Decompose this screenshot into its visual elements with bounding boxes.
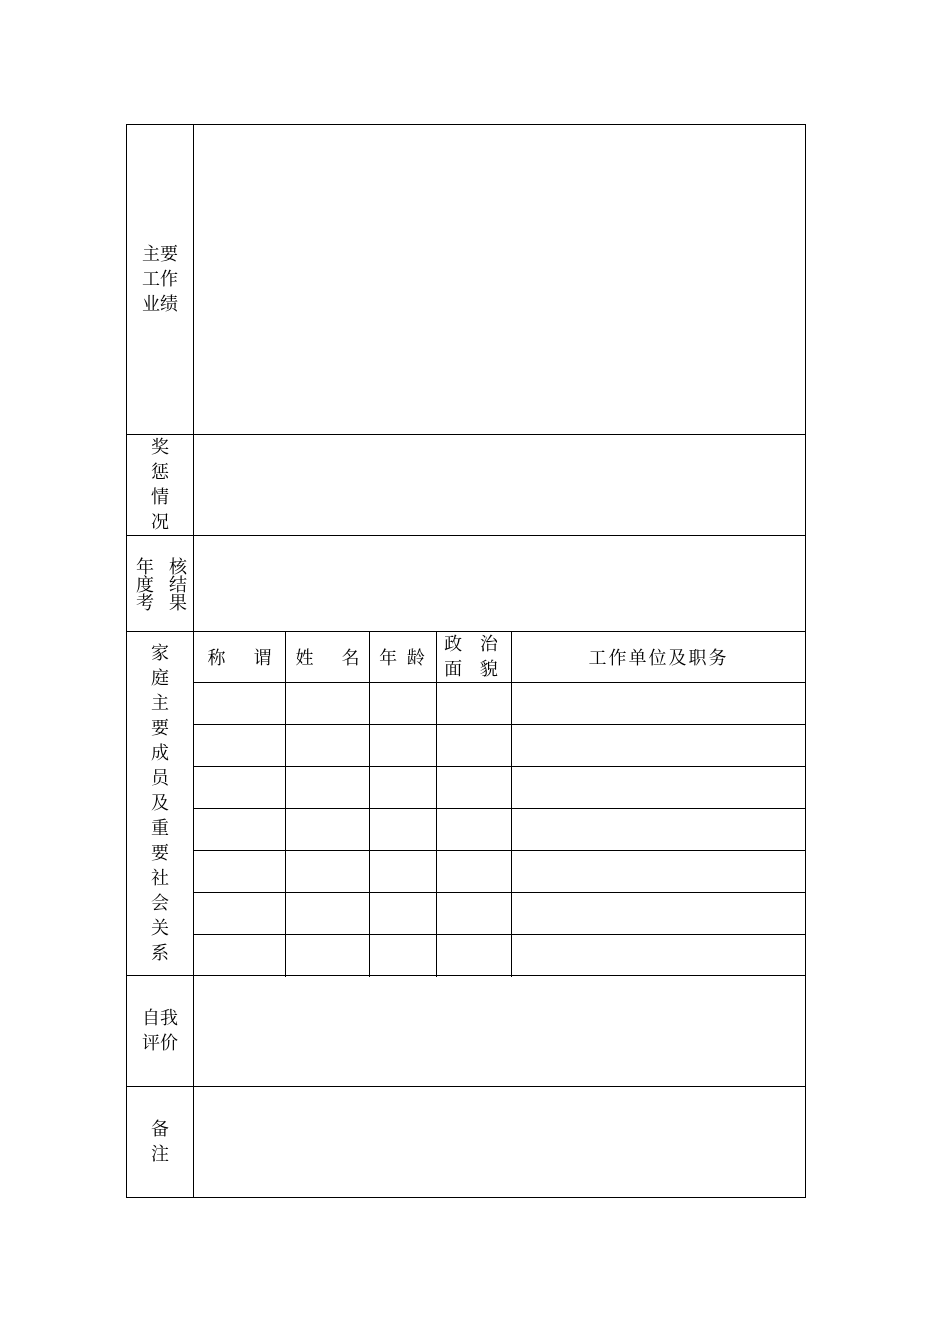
- label-char: 奖: [151, 437, 169, 458]
- cell-name[interactable]: [286, 935, 370, 977]
- label-char: 系: [151, 943, 169, 964]
- table-row: [194, 725, 805, 767]
- cell-relation[interactable]: [194, 725, 286, 766]
- label-rewards-text: [151, 435, 169, 535]
- cell-name[interactable]: [286, 725, 370, 766]
- personnel-form: [126, 124, 806, 1198]
- cell-work[interactable]: [512, 851, 805, 892]
- header-relation: [194, 632, 286, 682]
- cell-work[interactable]: [512, 767, 805, 808]
- label-char: 社: [151, 868, 169, 889]
- label-char: 成: [151, 743, 169, 764]
- row-family: [127, 632, 805, 976]
- label-remarks: [127, 1087, 194, 1197]
- cell-name[interactable]: [286, 683, 370, 724]
- cell-name[interactable]: [286, 767, 370, 808]
- label-char: 庭: [151, 668, 169, 689]
- cell-relation[interactable]: [194, 893, 286, 934]
- header-name: [286, 632, 370, 682]
- label-char: 注: [151, 1144, 169, 1165]
- cell-age[interactable]: [370, 851, 437, 892]
- cell-political[interactable]: [437, 935, 512, 977]
- achievements-field[interactable]: [194, 125, 805, 434]
- table-row: [194, 851, 805, 893]
- label-remarks-text: [151, 1117, 169, 1167]
- cell-relation[interactable]: [194, 851, 286, 892]
- cell-political[interactable]: [437, 767, 512, 808]
- row-remarks: [127, 1087, 805, 1197]
- label-rewards: [127, 435, 194, 535]
- cell-work[interactable]: [512, 935, 805, 977]
- label-self-eval: [127, 976, 194, 1086]
- label-achievements-text: 主要 工作 业绩: [142, 244, 178, 315]
- cell-age[interactable]: [370, 725, 437, 766]
- row-self-eval: [127, 976, 805, 1087]
- cell-work[interactable]: [512, 893, 805, 934]
- header-political-line: 政 治: [444, 634, 504, 655]
- label-char: 关: [151, 918, 169, 939]
- table-row: [194, 683, 805, 725]
- label-self-eval-text: [142, 1006, 178, 1056]
- label-achievements: [127, 125, 194, 434]
- header-work-text: 工作单位及职务: [588, 648, 729, 669]
- row-annual-review: [127, 536, 805, 632]
- label-col: 年度考: [133, 556, 154, 611]
- cell-work[interactable]: [512, 809, 805, 850]
- cell-political[interactable]: [437, 893, 512, 934]
- cell-work[interactable]: [512, 683, 805, 724]
- cell-political[interactable]: [437, 725, 512, 766]
- label-char: 会: [151, 893, 169, 914]
- cell-age[interactable]: [370, 767, 437, 808]
- header-char: 姓: [295, 648, 314, 669]
- cell-relation[interactable]: [194, 809, 286, 850]
- header-char: 名: [341, 648, 360, 669]
- label-line: 自我: [142, 1008, 178, 1029]
- row-rewards: [127, 435, 805, 536]
- label-char: 况: [151, 512, 169, 533]
- header-political: [437, 632, 512, 682]
- label-char: 要: [151, 718, 169, 739]
- label-char: 情: [151, 487, 169, 508]
- label-char: 要: [151, 843, 169, 864]
- cell-age[interactable]: [370, 893, 437, 934]
- label-char: 主: [151, 693, 169, 714]
- cell-relation[interactable]: [194, 767, 286, 808]
- cell-age[interactable]: [370, 935, 437, 977]
- label-char: 及: [151, 793, 169, 814]
- table-row: [194, 935, 805, 977]
- header-political-line: 面 貌: [444, 659, 504, 680]
- cell-name[interactable]: [286, 893, 370, 934]
- label-char: 惩: [151, 462, 169, 483]
- remarks-field[interactable]: [194, 1087, 805, 1197]
- cell-relation[interactable]: [194, 935, 286, 977]
- rewards-field[interactable]: [194, 435, 805, 535]
- label-char: 重: [151, 818, 169, 839]
- header-char: 称: [207, 648, 226, 669]
- table-row: [194, 893, 805, 935]
- table-row: [194, 767, 805, 809]
- annual-review-field[interactable]: [194, 536, 805, 631]
- label-char: 员: [151, 768, 169, 789]
- label-col: 核结果: [166, 556, 187, 611]
- cell-work[interactable]: [512, 725, 805, 766]
- cell-relation[interactable]: [194, 683, 286, 724]
- label-annual-review: [127, 536, 194, 631]
- label-family: [127, 632, 194, 975]
- header-age: [370, 632, 437, 682]
- cell-age[interactable]: [370, 809, 437, 850]
- family-table: [194, 632, 805, 975]
- label-line: 评价: [142, 1033, 178, 1054]
- family-header-row: [194, 632, 805, 683]
- cell-name[interactable]: [286, 851, 370, 892]
- label-char: 备: [151, 1119, 169, 1140]
- header-work: [512, 632, 805, 682]
- header-age-text: 年 龄: [379, 648, 427, 669]
- cell-age[interactable]: [370, 683, 437, 724]
- label-char: 家: [151, 643, 169, 664]
- cell-political[interactable]: [437, 809, 512, 850]
- header-char: 谓: [253, 648, 272, 669]
- label-family-text: [151, 641, 169, 966]
- cell-political[interactable]: [437, 683, 512, 724]
- label-annual-review-text: [131, 557, 189, 611]
- self-eval-field[interactable]: [194, 976, 805, 1086]
- table-row: [194, 809, 805, 851]
- cell-political[interactable]: [437, 851, 512, 892]
- row-achievements: [127, 125, 805, 435]
- cell-name[interactable]: [286, 809, 370, 850]
